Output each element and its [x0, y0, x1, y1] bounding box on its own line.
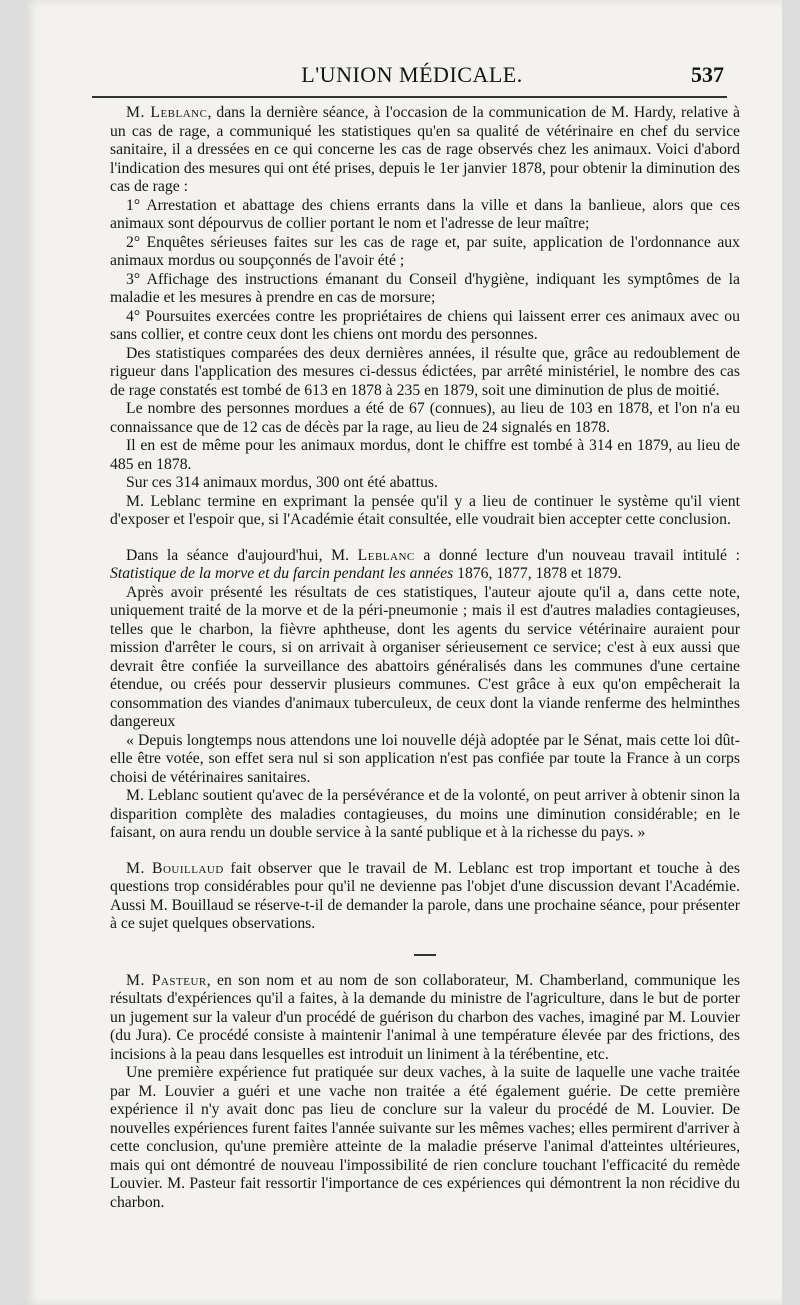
paragraph: Une première expérience fut pratiquée sur deux vaches, à la suite de laquelle une vache traitée par M. Louvier a guéri et une vache non traitée a été également guérie. De cette première expérience il n'y avait donc pas lieu de conclure sur la valeur du procédé de M. Louvier. De nouvelles expériences furent faites l'année suivante sur les mêmes vaches; elles permirent d'arriver à cette conclusion, qu'une première atteinte de la maladie préserve l'animal d'atteintes ultérieures, mais qui ont démontré de nouveau l'impossibilité de rien conclure touchant l'efficacité du remède Louvier. M. Pasteur fait ressortir l'importance de ces expériences qui démontrent la non récidive du charbon.	[110, 1064, 740, 1211]
section-divider	[414, 954, 436, 956]
page-number: 537	[691, 62, 724, 87]
paragraph: Des statistiques comparées des deux dernières années, il résulte que, grâce au redoublement de rigueur dans l'application des mesures ci-dessus édictées, par arrêté ministériel, le nombre des cas de rage constatés est tombé de 613 en 1878 à 235 en 1879, soit une diminution de plus de moitié.	[110, 344, 740, 399]
paragraph-leblanc-intro	[110, 104, 740, 197]
header-rule	[92, 96, 727, 98]
paragraph: M. Leblanc soutient qu'avec de la persévérance et de la volonté, on peut arriver à obtenir sinon la disparition complète des maladies contagieuses, du moins une diminution considérable; en le faisant, on aura rendu un double service à la santé publique et à la richesse du pays. »	[110, 787, 740, 841]
paragraph-text: 1876, 1877, 1878 et 1879.	[453, 565, 622, 582]
running-header	[100, 62, 724, 96]
document-page	[22, 0, 782, 1305]
paragraph-text: fait observer que le travail de M. Leblanc est trop important et touche à des questions trop considérables pour qu'il ne devienne pas l'objet d'une discussion devant l'Académie. Aussi M. Bouillaud se réserve-t-il de demander la parole, dans une prochaine séance, pour présenter à ce sujet quelques observations.	[110, 859, 740, 932]
paragraph: Il en est de même pour les animaux mordus, dont le chiffre est tombé à 314 en 1879, au lieu de 485 en 1878.	[110, 437, 740, 473]
paragraph: Sur ces 314 animaux mordus, 300 ont été abattus.	[126, 474, 438, 491]
speaker-name: M. Leblanc	[126, 104, 208, 121]
speaker-name: Leblanc	[357, 546, 415, 564]
speaker-name: M. Bouillaud	[126, 859, 224, 877]
paragraph-text: , en son nom et au nom de son collaborateur, M. Chamberland, communique les résultats d'expériences qu'il a faites, à la demande du ministre de l'agriculture, dans le but de porter un jugement sur la valeur d'un procédé de guérison du charbon des vaches, imaginé par M. Louvier (du Jura). Ce procédé consiste à maintenir l'animal à une température élevée par des frictions, des incisions à la peau dans lesquelles est introduit un liniment à la térébentine, etc.	[110, 971, 740, 1063]
list-item: 3° Affichage des instructions émanant du Conseil d'hygiène, indiquant les symptômes de la maladie et les mesures à prendre en cas de morsure;	[110, 270, 740, 306]
paragraph-bouillaud	[110, 860, 740, 934]
list-item: 1° Arrestation et abattage des chiens errants dans la ville et dans la banlieue, alors que ces animaux sont dépourvus de collier portant le nom et l'adresse de leur maître;	[110, 196, 740, 232]
paragraph: Après avoir présenté les résultats de ces statistiques, l'auteur ajoute qu'il a, dans cette note, uniquement traité de la morve et de la péri-pneumonie ; mais il est d'autres maladies contagieuses, telles que le charbon, la fièvre aphtheuse, dont les agents du service vétérinaire auraient pour mission d'arrêter le cours, si on arrivait à organiser sérieusement ce service; c'est à eux aussi que devrait être confiée la surveillance des abattoirs généralisés dans les communes d'une certaine étendue, ou créés pour desservir plusieurs communes. C'est grâce à eux qu'on empêcherait la consommation des viandes d'animaux tuberculeux, de ceux dont la viande renferme des helminthes dangereux	[110, 583, 740, 730]
journal-title: L'UNION MÉDICALE.	[301, 62, 523, 87]
paragraph-text: , dans la dernière séance, à l'occasion de la communication de M. Hardy, relative à un cas de rage, a communiqué les statistiques qu'en sa qualité de vétérinaire en chef du service sanitaire, il a dressées en ce qui concerne les cas de rage observés chez les animaux. Voici d'abord l'indication des mesures qui ont été prises, depuis le 1er janvier 1878, pour obtenir la diminution des cas de rage :	[110, 104, 740, 195]
speaker-name: M. Pasteur	[126, 971, 207, 989]
work-title: Statistique de la morve et du farcin pendant les années	[110, 565, 454, 582]
paragraph: M. Leblanc termine en exprimant la pensée qu'il y a lieu de continuer le système qu'il vient d'exposer et l'espoir que, si l'Académie était consultée, elle voudrait bien accepter cette conclusion.	[110, 492, 740, 528]
paragraph-text: Dans la séance d'aujourd'hui, M.	[126, 546, 358, 564]
list-item: 2° Enquêtes sérieuses faites sur les cas de rage et, par suite, application de l'ordonnance aux animaux mordus ou soupçonnés de l'avoir été ;	[110, 233, 740, 269]
paragraph-text: a donné lecture d'un nouveau travail intitulé :	[414, 546, 740, 564]
paragraph: Le nombre des personnes mordues a été de 67 (connues), au lieu de 103 en 1878, et l'on n'a eu connaissance que de 12 cas de décès par la rage, au lieu de 24 signalés en 1878.	[110, 400, 740, 436]
article-body	[110, 104, 740, 1212]
paragraph-new-work	[110, 547, 740, 584]
paragraph-pasteur	[110, 972, 740, 1065]
list-item: 4° Poursuites exercées contre les propriétaires de chiens qui laissent errer ces animaux avec ou sans collier, et contre ceux dont les chiens ont mordu des personnes.	[110, 307, 740, 343]
paragraph-quote: « Depuis longtemps nous attendons une loi nouvelle déjà adoptée par le Sénat, mais cette loi dût-elle être votée, son effet sera nul si son application n'est pas confiée par toute la France à un corps choisi de vétérinaires sanitaires.	[110, 731, 740, 786]
